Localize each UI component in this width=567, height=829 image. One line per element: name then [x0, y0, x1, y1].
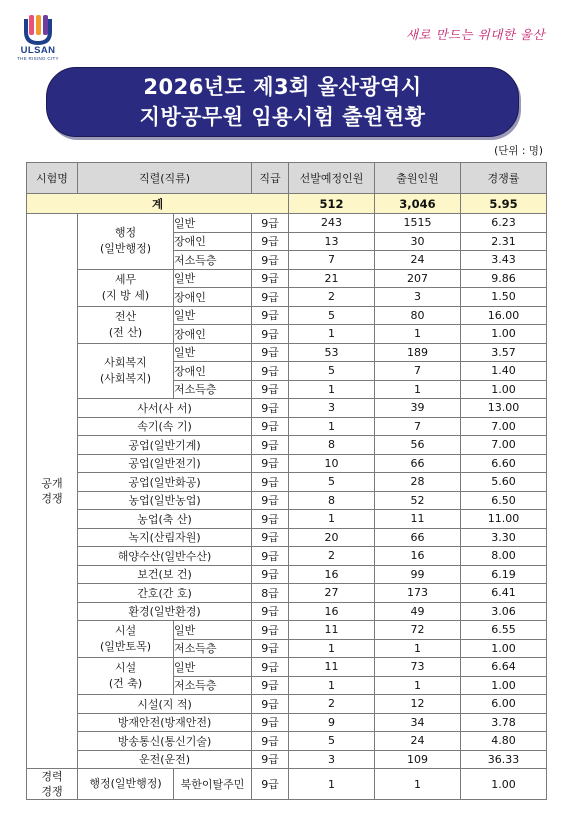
- planned-cell: 1: [289, 639, 375, 658]
- table-row: [27, 269, 547, 288]
- ratio-cell: 1.00: [461, 676, 547, 695]
- grade-cell: 9급: [252, 621, 289, 640]
- series-name: 보건(보 건): [78, 565, 252, 584]
- ratio-cell: 1.50: [461, 288, 547, 307]
- planned-cell: 20: [289, 528, 375, 547]
- planned-cell: 5: [289, 362, 375, 381]
- planned-cell: 13: [289, 232, 375, 251]
- planned-cell: 1: [289, 676, 375, 695]
- table-row: [27, 417, 547, 436]
- planned-cell: 27: [289, 584, 375, 603]
- series-group: 사회복지 (사회복지): [78, 343, 174, 399]
- ratio-cell: 13.00: [461, 399, 547, 418]
- series-sub: 일반: [174, 343, 252, 362]
- applied-cell: 66: [375, 528, 461, 547]
- ratio-cell: 1.00: [461, 325, 547, 344]
- series-sub: 장애인: [174, 232, 252, 251]
- applied-cell: 7: [375, 362, 461, 381]
- table-header-row: [27, 163, 547, 194]
- applied-cell: 30: [375, 232, 461, 251]
- series-name: 속기(속 기): [78, 417, 252, 436]
- grade-cell: 9급: [252, 565, 289, 584]
- grade-cell: 9급: [252, 306, 289, 325]
- table-row: [27, 547, 547, 566]
- applied-cell: 11: [375, 510, 461, 529]
- applied-cell: 49: [375, 602, 461, 621]
- ratio-cell: 6.19: [461, 565, 547, 584]
- header-applied: 출원인원: [375, 163, 461, 194]
- planned-cell: 10: [289, 454, 375, 473]
- applied-cell: 72: [375, 621, 461, 640]
- header-exam: 시험명: [27, 163, 78, 194]
- city-slogan: 새로 만드는 위대한 울산: [405, 27, 545, 42]
- ratio-cell: 6.23: [461, 214, 547, 233]
- ratio-cell: 16.00: [461, 306, 547, 325]
- planned-cell: 2: [289, 695, 375, 714]
- applied-cell: 1: [375, 769, 461, 800]
- applicant-table: [26, 162, 547, 800]
- planned-cell: 1: [289, 769, 375, 800]
- ulsan-logo-mark-icon: [18, 14, 58, 46]
- logo-wordmark: ULSAN: [20, 45, 56, 56]
- title-banner: [46, 67, 519, 137]
- section-open-competition: 공개 경쟁: [27, 214, 78, 769]
- table-row: [27, 214, 547, 233]
- applied-cell: 16: [375, 547, 461, 566]
- table-row: [27, 399, 547, 418]
- total-label: 계: [27, 194, 289, 214]
- applied-cell: 1: [375, 325, 461, 344]
- applied-cell: 80: [375, 306, 461, 325]
- planned-cell: 7: [289, 251, 375, 270]
- table-row: [27, 602, 547, 621]
- series-name: 해양수산(일반수산): [78, 547, 252, 566]
- series-name: 농업(축 산): [78, 510, 252, 529]
- ratio-cell: 1.40: [461, 362, 547, 381]
- series-name: 공업(일반기계): [78, 436, 252, 455]
- series-name: 공업(일반전기): [78, 454, 252, 473]
- applied-cell: 189: [375, 343, 461, 362]
- planned-cell: 1: [289, 510, 375, 529]
- planned-cell: 5: [289, 732, 375, 751]
- total-row: [27, 194, 547, 214]
- ratio-cell: 5.60: [461, 473, 547, 492]
- ratio-cell: 6.41: [461, 584, 547, 603]
- series-group: 전산 (전 산): [78, 306, 174, 343]
- applied-cell: 34: [375, 713, 461, 732]
- series-group: 세무 (지 방 세): [78, 269, 174, 306]
- grade-cell: 9급: [252, 473, 289, 492]
- applied-cell: 28: [375, 473, 461, 492]
- table-row: [27, 750, 547, 769]
- series-sub: 저소득층: [174, 380, 252, 399]
- grade-cell: 9급: [252, 658, 289, 677]
- grade-cell: 9급: [252, 325, 289, 344]
- grade-cell: 9급: [252, 602, 289, 621]
- grade-cell: 9급: [252, 380, 289, 399]
- planned-cell: 8: [289, 491, 375, 510]
- header-planned: 선발예정인원: [289, 163, 375, 194]
- ratio-cell: 3.30: [461, 528, 547, 547]
- table-row: [27, 436, 547, 455]
- planned-cell: 5: [289, 306, 375, 325]
- header-ratio: 경쟁률: [461, 163, 547, 194]
- series-name: 농업(일반농업): [78, 491, 252, 510]
- grade-cell: 9급: [252, 547, 289, 566]
- ratio-cell: 2.31: [461, 232, 547, 251]
- planned-cell: 53: [289, 343, 375, 362]
- table-row: [27, 343, 547, 362]
- series-sub: 일반: [174, 306, 252, 325]
- series-sub: 일반: [174, 658, 252, 677]
- series-name: 간호(간 호): [78, 584, 252, 603]
- series-name: 시설(지 적): [78, 695, 252, 714]
- series-sub: 저소득층: [174, 676, 252, 695]
- logo-tagline: THE RISING CITY: [17, 56, 59, 61]
- grade-cell: 9급: [252, 232, 289, 251]
- table-row: [27, 584, 547, 603]
- total-planned: 512: [289, 194, 375, 214]
- series-name: 환경(일반환경): [78, 602, 252, 621]
- ratio-cell: 3.43: [461, 251, 547, 270]
- grade-cell: 9급: [252, 399, 289, 418]
- ratio-cell: 8.00: [461, 547, 547, 566]
- planned-cell: 21: [289, 269, 375, 288]
- grade-cell: 9급: [252, 436, 289, 455]
- planned-cell: 1: [289, 325, 375, 344]
- ratio-cell: 6.64: [461, 658, 547, 677]
- applied-cell: 99: [375, 565, 461, 584]
- planned-cell: 5: [289, 473, 375, 492]
- planned-cell: 243: [289, 214, 375, 233]
- applied-cell: 24: [375, 251, 461, 270]
- series-name: 운전(운전): [78, 750, 252, 769]
- section-career-competition: 경력 경쟁: [27, 769, 78, 800]
- table-row: [27, 528, 547, 547]
- applied-cell: 52: [375, 491, 461, 510]
- ratio-cell: 11.00: [461, 510, 547, 529]
- grade-cell: 9급: [252, 750, 289, 769]
- unit-note: (단위 : 명): [494, 145, 543, 157]
- planned-cell: 8: [289, 436, 375, 455]
- applied-cell: 1515: [375, 214, 461, 233]
- table-row: [27, 491, 547, 510]
- planned-cell: 16: [289, 602, 375, 621]
- table-row: [27, 769, 547, 800]
- grade-cell: 9급: [252, 214, 289, 233]
- ratio-cell: 6.00: [461, 695, 547, 714]
- table-row: [27, 473, 547, 492]
- series-sub: 장애인: [174, 288, 252, 307]
- series-group: 행정 (일반행정): [78, 214, 174, 270]
- applied-cell: 12: [375, 695, 461, 714]
- header-grade: 직급: [252, 163, 289, 194]
- ratio-cell: 6.50: [461, 491, 547, 510]
- series-sub: 저소득층: [174, 251, 252, 270]
- series-sub: 저소득층: [174, 639, 252, 658]
- grade-cell: 9급: [252, 713, 289, 732]
- planned-cell: 11: [289, 658, 375, 677]
- ratio-cell: 7.00: [461, 417, 547, 436]
- ratio-cell: 6.60: [461, 454, 547, 473]
- grade-cell: 9급: [252, 510, 289, 529]
- title-line-2: 지방공무원 임용시험 출원현황: [139, 105, 426, 129]
- grade-cell: 9급: [252, 417, 289, 436]
- grade-cell: 9급: [252, 454, 289, 473]
- total-applied: 3,046: [375, 194, 461, 214]
- series-group: 시설 (일반토목): [78, 621, 174, 658]
- grade-cell: 9급: [252, 769, 289, 800]
- applied-cell: 56: [375, 436, 461, 455]
- table-row: [27, 306, 547, 325]
- applied-cell: 109: [375, 750, 461, 769]
- grade-cell: 9급: [252, 288, 289, 307]
- ratio-cell: 36.33: [461, 750, 547, 769]
- planned-cell: 3: [289, 750, 375, 769]
- grade-cell: 8급: [252, 584, 289, 603]
- planned-cell: 1: [289, 380, 375, 399]
- planned-cell: 16: [289, 565, 375, 584]
- series-sub: 북한이탈주민: [174, 769, 252, 800]
- ratio-cell: 1.00: [461, 769, 547, 800]
- applied-cell: 1: [375, 639, 461, 658]
- table-row: [27, 713, 547, 732]
- ratio-cell: 3.78: [461, 713, 547, 732]
- applied-cell: 173: [375, 584, 461, 603]
- table-row: [27, 695, 547, 714]
- table-row: [27, 510, 547, 529]
- ratio-cell: 1.00: [461, 639, 547, 658]
- series-sub: 일반: [174, 621, 252, 640]
- planned-cell: 1: [289, 417, 375, 436]
- grade-cell: 9급: [252, 695, 289, 714]
- table-row: [27, 454, 547, 473]
- table-row: [27, 565, 547, 584]
- planned-cell: 2: [289, 547, 375, 566]
- grade-cell: 9급: [252, 362, 289, 381]
- series-sub: 일반: [174, 214, 252, 233]
- applied-cell: 73: [375, 658, 461, 677]
- total-ratio: 5.95: [461, 194, 547, 214]
- planned-cell: 2: [289, 288, 375, 307]
- title-line-1: 2026년도 제3회 울산광역시: [143, 75, 422, 99]
- ulsan-logo: [8, 14, 68, 66]
- series-sub: 일반: [174, 269, 252, 288]
- applied-cell: 7: [375, 417, 461, 436]
- planned-cell: 3: [289, 399, 375, 418]
- ratio-cell: 1.00: [461, 380, 547, 399]
- ratio-cell: 6.55: [461, 621, 547, 640]
- applied-cell: 66: [375, 454, 461, 473]
- series-sub: 장애인: [174, 362, 252, 381]
- applied-cell: 207: [375, 269, 461, 288]
- series-group: 시설 (건 축): [78, 658, 174, 695]
- grade-cell: 9급: [252, 343, 289, 362]
- grade-cell: 9급: [252, 528, 289, 547]
- table-row: [27, 732, 547, 751]
- ratio-cell: 7.00: [461, 436, 547, 455]
- series-name: 방재안전(방재안전): [78, 713, 252, 732]
- series-name: 공업(일반화공): [78, 473, 252, 492]
- grade-cell: 9급: [252, 251, 289, 270]
- applied-cell: 24: [375, 732, 461, 751]
- series-name: 방송통신(통신기술): [78, 732, 252, 751]
- ratio-cell: 3.57: [461, 343, 547, 362]
- grade-cell: 9급: [252, 676, 289, 695]
- ratio-cell: 9.86: [461, 269, 547, 288]
- ratio-cell: 3.06: [461, 602, 547, 621]
- series-group: 행정(일반행정): [78, 769, 174, 800]
- applied-cell: 3: [375, 288, 461, 307]
- header-series: 직렬(직류): [78, 163, 252, 194]
- series-name: 사서(사 서): [78, 399, 252, 418]
- table-row: [27, 621, 547, 640]
- series-sub: 장애인: [174, 325, 252, 344]
- applied-cell: 39: [375, 399, 461, 418]
- planned-cell: 9: [289, 713, 375, 732]
- table-row: [27, 658, 547, 677]
- grade-cell: 9급: [252, 269, 289, 288]
- series-name: 녹지(산림자원): [78, 528, 252, 547]
- applied-cell: 1: [375, 676, 461, 695]
- planned-cell: 11: [289, 621, 375, 640]
- ratio-cell: 4.80: [461, 732, 547, 751]
- grade-cell: 9급: [252, 639, 289, 658]
- grade-cell: 9급: [252, 732, 289, 751]
- applied-cell: 1: [375, 380, 461, 399]
- grade-cell: 9급: [252, 491, 289, 510]
